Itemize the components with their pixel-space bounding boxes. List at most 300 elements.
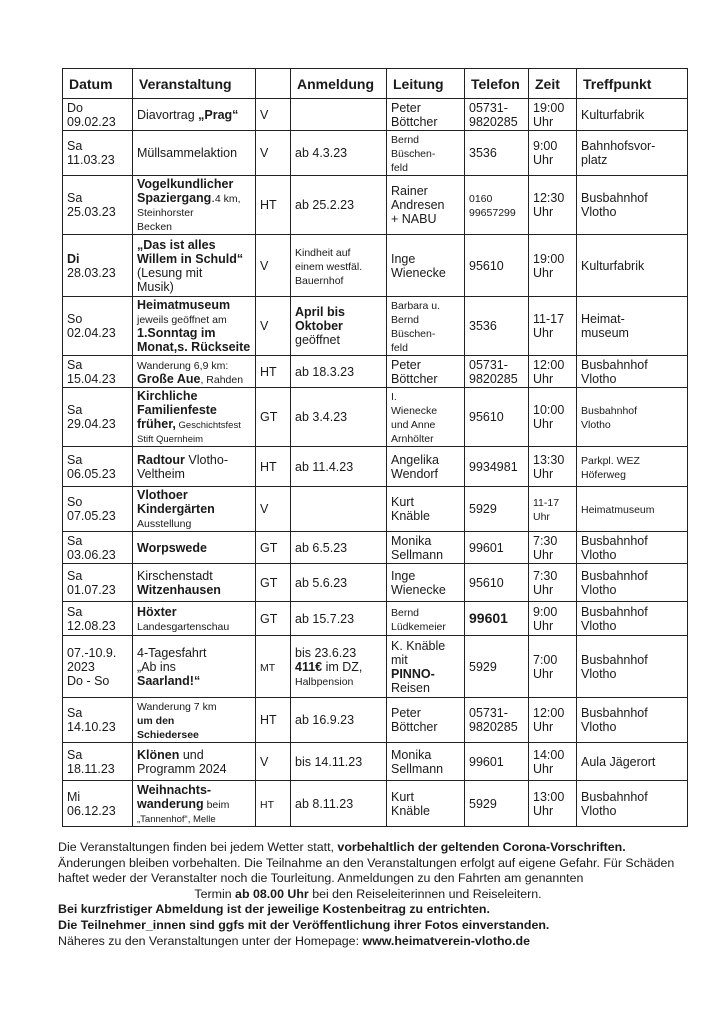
event-text: 4-Tagesfahrt (137, 645, 207, 660)
cell-event (133, 602, 256, 636)
cell-type (256, 356, 291, 388)
cell-line: 25.03.23 (67, 205, 116, 219)
cell-event (133, 636, 256, 698)
cell-line: Monika (391, 533, 432, 548)
registration-text: ab 4.3.23 (295, 146, 348, 160)
table-row (63, 388, 688, 447)
cell-leader (387, 99, 465, 131)
cell-event (133, 388, 256, 447)
cell-line: 07.05.23 (67, 509, 116, 523)
cell-line: Sa (67, 604, 83, 619)
cell-line: Sa (67, 191, 83, 205)
cell-time (529, 131, 577, 176)
event-text: Willem in Schuld“ (137, 251, 244, 266)
event-text: jeweils geöffnet am (137, 314, 227, 326)
registration-text: April bis (295, 305, 346, 319)
cell-line: 12:00 (533, 706, 565, 720)
cell-meeting-point (577, 447, 688, 487)
event-text: Große Aue (137, 371, 201, 386)
cell-line: 0160 (469, 193, 493, 205)
cell-line: 7:00 (533, 652, 558, 667)
cell-line: 01.07.23 (67, 582, 116, 597)
event-text: Höxter (137, 604, 177, 619)
cell-line: 9820285 (469, 720, 518, 734)
cell-date (63, 176, 133, 235)
cell-event (133, 176, 256, 235)
cell-line: Peter (391, 706, 421, 720)
cell-phone (465, 356, 529, 388)
cell-line: 5929 (469, 796, 497, 811)
cell-meeting-point (577, 235, 688, 297)
cell-line: V (260, 146, 269, 160)
cell-line: Uhr (533, 618, 554, 633)
cell-line: Kurt (391, 495, 414, 509)
cell-registration (291, 532, 387, 564)
cell-line: Vlotho (581, 205, 617, 219)
cell-event (133, 356, 256, 388)
registration-text: Kindheit auf (295, 246, 351, 259)
event-text: Klönen (137, 747, 180, 762)
cell-registration (291, 564, 387, 602)
cell-event (133, 297, 256, 356)
cell-line: Bernd (391, 134, 420, 146)
cell-meeting-point (577, 388, 688, 447)
cell-line: Wienecke (391, 265, 446, 280)
table-row (63, 487, 688, 532)
cell-line: Uhr (533, 720, 554, 734)
cell-line: Uhr (533, 326, 554, 340)
cell-line: Bernd (391, 606, 420, 619)
cell-date (63, 356, 133, 388)
cell-line: Wienecke (391, 405, 438, 417)
cell-line: 5929 (469, 659, 497, 674)
cell-type (256, 781, 291, 827)
cell-line: Kurt (391, 789, 414, 804)
registration-text: im DZ, (322, 659, 363, 674)
cell-line: V (260, 502, 269, 516)
cell-line: Rainer (391, 184, 428, 198)
table-row (63, 297, 688, 356)
cell-type (256, 698, 291, 743)
registration-text: bis 14.11.23 (295, 754, 363, 769)
header-treffpunkt: Treffpunkt (577, 69, 688, 99)
cell-line: platz (581, 153, 608, 167)
registration-text: Bauernhof (295, 274, 344, 287)
cell-line: 99601 (469, 610, 508, 626)
cell-line: 9:00 (533, 139, 558, 153)
event-text: 4 km, Steinhorster (137, 193, 241, 219)
cell-event (133, 698, 256, 743)
cell-line: 18.11.23 (67, 761, 115, 776)
event-text: Programm 2024 (137, 761, 227, 776)
note-text: Änderungen bleiben vorbehalten. Die Teilnahme an den Veranstaltungen erfolgt auf eigene Gefahr. Für Schäden haftet weder der Veranstalter noch die Tourleitung. Anmeldungen zu den Fahrten am genannten (58, 855, 675, 886)
cell-phone (465, 698, 529, 743)
event-text: Witzenhausen (137, 582, 221, 597)
registration-text: bis 23.6.23 (295, 645, 357, 660)
cell-line: Vlotho (581, 720, 617, 734)
cell-line: Lüdkemeier (391, 620, 446, 633)
table-row (63, 447, 688, 487)
cell-line: Do - So (67, 673, 110, 688)
cell-line: Busbahnhof (581, 604, 648, 619)
cell-line: HT (260, 798, 274, 811)
cell-date (63, 532, 133, 564)
cell-line: Di (67, 251, 80, 266)
cell-line: 03.06.23 (67, 547, 116, 562)
cell-line: 7:30 (533, 533, 558, 548)
cell-line: 2023 (67, 659, 95, 674)
cell-event (133, 447, 256, 487)
cell-registration (291, 781, 387, 827)
cell-line: Vlotho (581, 547, 617, 562)
cell-line: Uhr (533, 153, 554, 167)
cell-line: Andresen (391, 198, 445, 212)
cell-line: V (260, 258, 269, 273)
cell-leader (387, 388, 465, 447)
cell-line: Knäble (391, 509, 430, 523)
cell-registration (291, 99, 387, 131)
registration-text: Oktober (295, 319, 343, 333)
note-text: www.heimatverein-vlotho.de (362, 933, 531, 948)
cell-line: GT (260, 410, 278, 424)
cell-line: Böttcher (391, 114, 438, 129)
header-telefon: Telefon (465, 69, 529, 99)
cell-line: 12:30 (533, 191, 565, 205)
registration-text: ab 18.3.23 (295, 364, 355, 379)
cell-line: MT (260, 661, 276, 674)
event-text: Familienfeste (137, 403, 217, 417)
cell-date (63, 698, 133, 743)
cell-line: Bernd (391, 314, 420, 326)
event-text: (Lesung mit (137, 265, 203, 280)
registration-text: ab 6.5.23 (295, 540, 348, 555)
registration-text: einem westfäl. (295, 260, 363, 273)
cell-line: Heimat- (581, 312, 625, 326)
cell-line: K. Knäble (391, 638, 446, 653)
cell-phone (465, 235, 529, 297)
cell-leader (387, 235, 465, 297)
table-row (63, 99, 688, 131)
event-text: „Ab ins (137, 659, 176, 674)
cell-type (256, 131, 291, 176)
table-row (63, 356, 688, 388)
event-text: Becken (137, 221, 173, 233)
cell-line: 10:00 (533, 403, 565, 417)
note-line (58, 856, 678, 887)
cell-phone (465, 743, 529, 781)
cell-leader (387, 602, 465, 636)
cell-line: Busbahnhof (581, 357, 648, 372)
cell-line: Vlotho (581, 371, 617, 386)
cell-line: 05731- (469, 100, 508, 115)
cell-line: 3536 (469, 319, 497, 333)
cell-line: Barbara u. (391, 300, 441, 312)
cell-phone (465, 99, 529, 131)
cell-meeting-point (577, 532, 688, 564)
event-text: Kirchliche (137, 389, 198, 403)
registration-text: ab 16.9.23 (295, 713, 355, 727)
cell-phone (465, 176, 529, 235)
cell-line: 5929 (469, 502, 497, 516)
note-line (58, 840, 678, 856)
note-text: Näheres zu den Veranstaltungen unter der Homepage: (58, 933, 363, 948)
cell-line: PINNO- (391, 666, 435, 681)
event-text: Stift Quernheim (137, 434, 203, 445)
cell-time (529, 487, 577, 532)
note-text: vorbehaltlich der geltenden Corona-Vorschriften. (337, 840, 626, 854)
cell-line: HT (260, 364, 277, 379)
cell-line: Kulturfabrik (581, 258, 645, 273)
cell-time (529, 636, 577, 698)
header-leitung: Leitung (387, 69, 465, 99)
note-text: ab 08.00 Uhr (235, 886, 309, 901)
note-text: Bei kurzfristiger Abmeldung ist der jeweilige Kostenbeitrag zu entrichten. (58, 902, 490, 917)
cell-line: Vlotho (581, 666, 617, 681)
cell-leader (387, 131, 465, 176)
cell-line: 05731- (469, 706, 508, 720)
cell-line: Do (67, 100, 83, 115)
event-text: beim (203, 798, 230, 811)
cell-phone (465, 297, 529, 356)
cell-line: Uhr (533, 417, 554, 431)
cell-line: V (260, 319, 269, 333)
cell-line: 05731- (469, 357, 508, 372)
cell-line: Sa (67, 533, 83, 548)
cell-type (256, 743, 291, 781)
table-row (63, 532, 688, 564)
cell-meeting-point (577, 176, 688, 235)
header-anmeldung: Anmeldung (291, 69, 387, 99)
table-row (63, 131, 688, 176)
cell-type (256, 532, 291, 564)
cell-time (529, 176, 577, 235)
table-row (63, 235, 688, 297)
event-text: Vlotho- (184, 452, 229, 467)
cell-line: Parkpl. WEZ (581, 454, 640, 467)
note-text: bei den Reiseleiterinnen und Reiseleitern. (308, 886, 542, 901)
footer-notes (58, 840, 678, 949)
cell-line: Peter (391, 357, 421, 372)
cell-line: 06.05.23 (67, 466, 116, 481)
cell-line: Sa (67, 452, 83, 467)
cell-phone (465, 388, 529, 447)
cell-registration (291, 131, 387, 176)
cell-line: Busbahnhof (581, 652, 648, 667)
cell-line: feld (391, 342, 408, 354)
event-text: Ausstellung (137, 518, 192, 530)
event-text: „Prag“ (198, 107, 239, 122)
cell-line: Sellmann (391, 761, 444, 776)
cell-type (256, 602, 291, 636)
cell-line: Kulturfabrik (581, 107, 645, 122)
cell-date (63, 235, 133, 297)
table-row (63, 743, 688, 781)
note-text: Die Teilnehmer_innen sind ggfs mit der Veröffentlichung ihrer Fotos einverstanden. (58, 917, 550, 932)
cell-registration (291, 743, 387, 781)
cell-event (133, 235, 256, 297)
cell-meeting-point (577, 131, 688, 176)
cell-line: Uhr (533, 547, 554, 562)
cell-line: 7:30 (533, 568, 558, 583)
cell-line: feld (391, 162, 408, 174)
cell-leader (387, 487, 465, 532)
event-text: „Das ist alles (137, 237, 216, 252)
cell-time (529, 564, 577, 602)
cell-type (256, 487, 291, 532)
event-text: Vogelkundlicher (137, 177, 234, 191)
event-text: , Rahden (200, 373, 244, 386)
cell-phone (465, 602, 529, 636)
cell-event (133, 532, 256, 564)
cell-date (63, 131, 133, 176)
cell-line: Uhr (533, 511, 550, 523)
cell-line: Sa (67, 568, 83, 583)
cell-line: Uhr (533, 466, 554, 481)
cell-line: 19:00 (533, 251, 565, 266)
cell-line: 9820285 (469, 371, 518, 386)
cell-line: 12.08.23 (67, 618, 116, 633)
event-text: 1.Sonntag im (137, 326, 216, 340)
cell-line: 02.04.23 (67, 326, 116, 340)
cell-phone (465, 564, 529, 602)
cell-leader (387, 781, 465, 827)
note-line (58, 918, 678, 934)
cell-line: Vlotho (581, 419, 611, 431)
cell-line: Uhr (533, 803, 554, 818)
cell-line: Bahnhofsvor- (581, 139, 656, 153)
cell-leader (387, 743, 465, 781)
cell-line: V (260, 107, 269, 122)
cell-line: Wienecke (391, 582, 446, 597)
cell-line: Uhr (533, 265, 554, 280)
registration-text: ab 3.4.23 (295, 410, 348, 424)
cell-meeting-point (577, 99, 688, 131)
cell-date (63, 564, 133, 602)
cell-time (529, 698, 577, 743)
cell-type (256, 99, 291, 131)
cell-date (63, 297, 133, 356)
cell-line: Vlotho (581, 803, 617, 818)
cell-type (256, 176, 291, 235)
cell-phone (465, 781, 529, 827)
cell-time (529, 447, 577, 487)
table-row (63, 781, 688, 827)
cell-line: 99601 (469, 540, 504, 555)
note-text: Die Veranstaltungen finden bei jedem Wetter statt, (58, 840, 338, 854)
cell-line: Heimatmuseum (581, 504, 655, 516)
cell-meeting-point (577, 602, 688, 636)
event-text: Diavortrag (137, 107, 199, 122)
registration-text: Halbpension (295, 675, 354, 688)
cell-line: 07.-10.9. (67, 645, 117, 660)
cell-line: 99601 (469, 754, 504, 769)
cell-event (133, 487, 256, 532)
cell-event (133, 781, 256, 827)
event-text: Musik) (137, 279, 174, 294)
registration-text: 411€ (295, 659, 323, 674)
cell-registration (291, 636, 387, 698)
cell-time (529, 297, 577, 356)
cell-phone (465, 447, 529, 487)
event-text: früher, (137, 417, 176, 431)
cell-line: 9820285 (469, 114, 518, 129)
cell-registration (291, 297, 387, 356)
event-text: Worpswede (137, 540, 207, 555)
cell-leader (387, 447, 465, 487)
cell-line: 13:30 (533, 452, 565, 467)
cell-line: Busbahnhof (581, 533, 648, 548)
event-text: Veltheim (137, 466, 185, 481)
cell-date (63, 636, 133, 698)
cell-meeting-point (577, 564, 688, 602)
cell-registration (291, 356, 387, 388)
cell-line: 11-17 (533, 497, 560, 509)
cell-line: GT (260, 575, 278, 590)
cell-leader (387, 698, 465, 743)
cell-event (133, 131, 256, 176)
cell-line: Reisen (391, 680, 430, 695)
cell-line: + NABU (391, 212, 437, 226)
registration-text: geöffnet (295, 333, 340, 347)
event-text: Spaziergang (137, 191, 212, 205)
cell-date (63, 447, 133, 487)
cell-line: So (67, 495, 83, 509)
cell-type (256, 564, 291, 602)
cell-line: Angelika (391, 452, 439, 467)
cell-line: Sellmann (391, 547, 444, 562)
cell-line: Mi (67, 789, 81, 804)
cell-line: Vlotho (581, 618, 617, 633)
cell-time (529, 602, 577, 636)
cell-line: GT (260, 611, 278, 626)
cell-line: 15.04.23 (67, 371, 116, 386)
cell-event (133, 743, 256, 781)
cell-registration (291, 388, 387, 447)
cell-line: 14.10.23 (67, 720, 116, 734)
event-text: Kirschenstadt (137, 568, 213, 583)
cell-time (529, 743, 577, 781)
cell-line: Uhr (533, 371, 554, 386)
cell-line: Uhr (533, 205, 554, 219)
cell-line: So (67, 312, 83, 326)
cell-phone (465, 487, 529, 532)
cell-type (256, 636, 291, 698)
cell-leader (387, 532, 465, 564)
cell-registration (291, 447, 387, 487)
event-text: Kindergärten (137, 502, 215, 516)
cell-line: Busbahnhof (581, 405, 638, 417)
cell-type (256, 297, 291, 356)
cell-line: Uhr (533, 582, 554, 597)
cell-leader (387, 176, 465, 235)
cell-line: 14:00 (533, 747, 565, 762)
table-row (63, 176, 688, 235)
cell-event (133, 99, 256, 131)
cell-line: Büschen- (391, 328, 436, 340)
header-veranstaltung: Veranstaltung (133, 69, 256, 99)
note-text: Termin (194, 886, 236, 901)
cell-line: I. (391, 391, 397, 403)
registration-text: ab 11.4.23 (295, 459, 354, 474)
note-line (58, 887, 678, 903)
cell-line: mit (391, 652, 408, 667)
event-text: . (211, 191, 215, 205)
event-text: Monat,s. Rückseite (137, 340, 251, 354)
cell-date (63, 487, 133, 532)
cell-line: Uhr (533, 761, 554, 776)
cell-line: Busbahnhof (581, 568, 648, 583)
cell-line: Uhr (533, 666, 554, 681)
